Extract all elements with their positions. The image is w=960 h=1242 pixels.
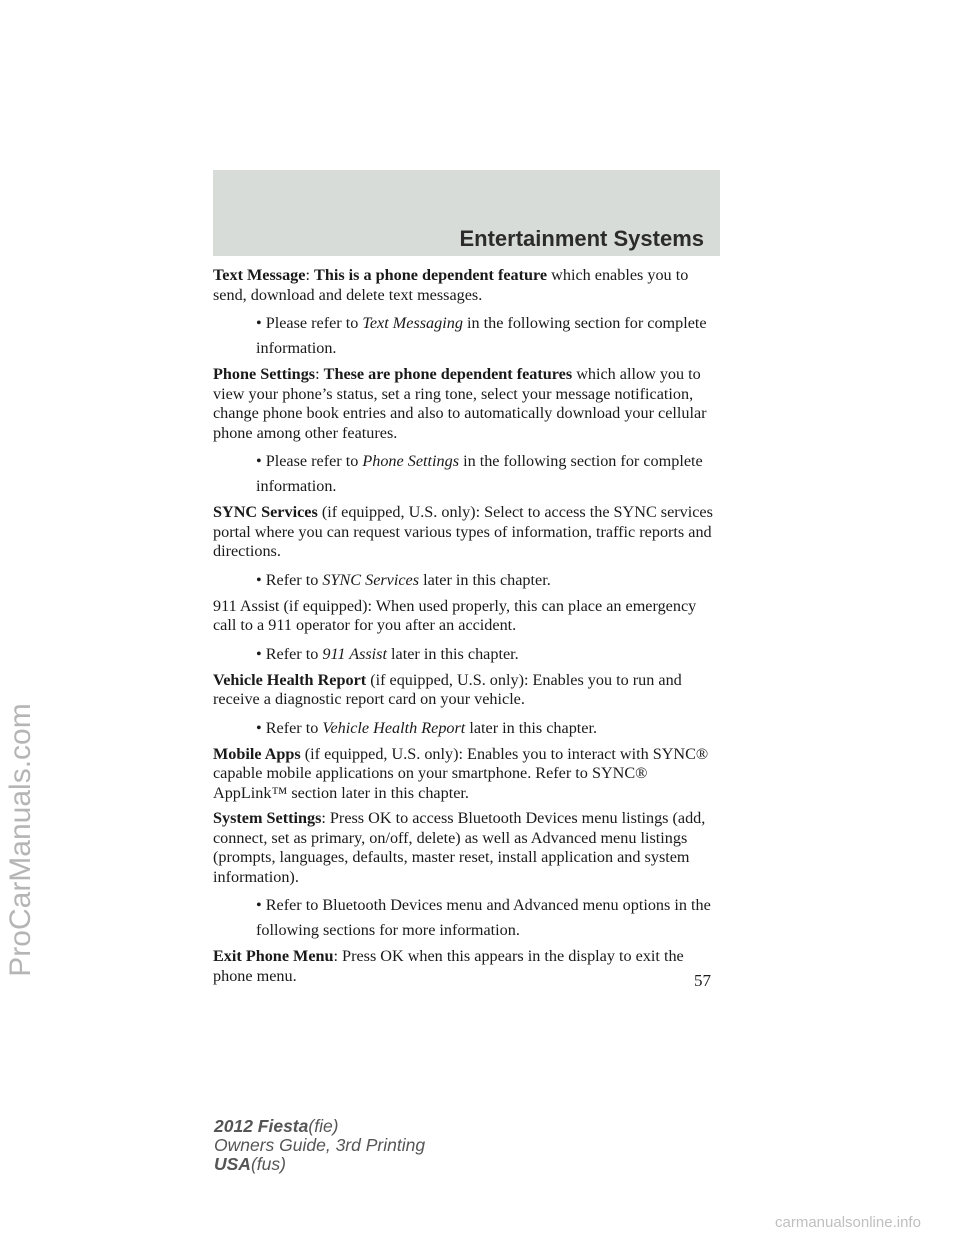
text-message-description: which enables you to send, download and delete text messages. <box>213 266 689 304</box>
bullet-text: in the following section for complete information. <box>256 314 707 357</box>
phone-settings-bold-phrase: These are phone dependent features <box>323 365 573 383</box>
exit-phone-menu-term: Exit Phone Menu <box>213 947 334 965</box>
sync-services-description: (if equipped, U.S. only): Select to access the SYNC services portal where you can request various types of information, traffic reports and directions. <box>213 503 713 560</box>
sync-services-term: SYNC Services <box>213 503 318 521</box>
footer-region-code: (fus) <box>250 1154 286 1174</box>
footer-line-guide: Owners Guide, 3rd Printing <box>214 1135 426 1155</box>
sync-services-bullet: • Refer to SYNC Services later in this chapter. <box>256 570 551 589</box>
bullet-text: Refer to <box>265 570 323 589</box>
document-footer <box>214 1117 425 1174</box>
bullet-text: Refer to <box>265 644 323 663</box>
footer-line-region <box>214 1155 425 1174</box>
mobile-apps-description: (if equipped, U.S. only): Enables you to interact with SYNC® capable mobile applications on your smartphone. Refer to SYNC® AppLink™ section later in this chapter. <box>213 744 709 802</box>
sync-services-paragraph <box>213 503 723 562</box>
bullet-text: Please refer to <box>265 314 363 332</box>
exit-phone-menu-paragraph <box>213 947 723 986</box>
phone-settings-paragraph <box>213 365 723 443</box>
bullet-text: later in this chapter. <box>419 570 551 589</box>
separator: : <box>315 365 324 383</box>
assist-911-paragraph: 911 Assist (if equipped): When used properly, this can place an emergency call to a 911 operator for you after an accident. <box>213 596 697 634</box>
page-content <box>213 266 723 992</box>
exit-phone-menu-description: : Press OK when this appears in the display to exit the phone menu. <box>213 947 684 985</box>
text-message-paragraph <box>213 266 723 305</box>
footer-region: USA <box>214 1154 251 1174</box>
vehicle-health-bullet: • Refer to Vehicle Health Report later in this chapter. <box>256 718 598 737</box>
text-message-term: Text Message <box>213 266 306 284</box>
text-message-bullet: • Please refer to Text Messaging in the following section for complete information. <box>256 314 707 357</box>
footer-line-model <box>214 1117 425 1136</box>
vehicle-health-description: (if equipped, U.S. only): Enables you to run and receive a diagnostic report card on your vehicle. <box>213 670 682 708</box>
system-settings-term: System Settings <box>213 809 322 827</box>
text-messaging-reference: Text Messaging <box>362 314 463 332</box>
text-message-bold-phrase: This is a phone dependent feature <box>314 266 548 284</box>
page-number: 57 <box>694 971 711 990</box>
vertical-watermark: ProCarManuals.com <box>4 703 37 977</box>
mobile-apps-paragraph <box>213 745 723 804</box>
vehicle-health-term: Vehicle Health Report <box>213 670 367 689</box>
phone-settings-description: which allow you to view your phone’s status, set a ring tone, select your message notification, change phone book entries and also to automatically download your cellular phone among other features. <box>213 365 707 442</box>
assist-911-reference: 911 Assist <box>322 644 387 663</box>
vehicle-health-reference: Vehicle Health Report <box>322 718 466 737</box>
section-title: Entertainment Systems <box>459 226 704 251</box>
system-settings-bullet: • Refer to Bluetooth Devices menu and Advanced menu options in the following sections for more information. <box>256 896 711 939</box>
footer-model-year: 2012 Fiesta <box>214 1116 309 1136</box>
footer-model-code: (fie) <box>308 1116 339 1136</box>
system-settings-paragraph <box>213 809 723 887</box>
phone-settings-term: Phone Settings <box>213 365 316 383</box>
bullet-text: later in this chapter. <box>465 718 598 737</box>
section-header-band <box>213 170 720 256</box>
bullet-text: Refer to <box>265 718 323 737</box>
phone-settings-bullet: • Please refer to Phone Settings in the following section for complete information. <box>256 452 703 495</box>
assist-911-bullet: • Refer to 911 Assist later in this chapter. <box>256 644 519 663</box>
bullet-text: later in this chapter. <box>386 644 519 663</box>
separator: : <box>305 266 315 284</box>
mobile-apps-term: Mobile Apps <box>213 744 301 763</box>
bullet-text: Refer to Bluetooth Devices menu and Advanced menu options in the following sections for more information. <box>256 896 711 939</box>
sync-services-reference: SYNC Services <box>322 570 420 589</box>
bullet-text: Please refer to <box>265 452 363 470</box>
bullet-text: in the following section for complete information. <box>256 452 703 495</box>
system-settings-description: : Press OK to access Bluetooth Devices menu listings (add, connect, set as primary, on/off, delete) as well as Advanced menu listings (prompts, languages, defaults, master reset, install application and system information). <box>213 809 706 886</box>
phone-settings-reference: Phone Settings <box>362 452 460 470</box>
vehicle-health-paragraph <box>213 671 723 710</box>
site-watermark: carmanualsonline.info <box>775 1214 921 1231</box>
